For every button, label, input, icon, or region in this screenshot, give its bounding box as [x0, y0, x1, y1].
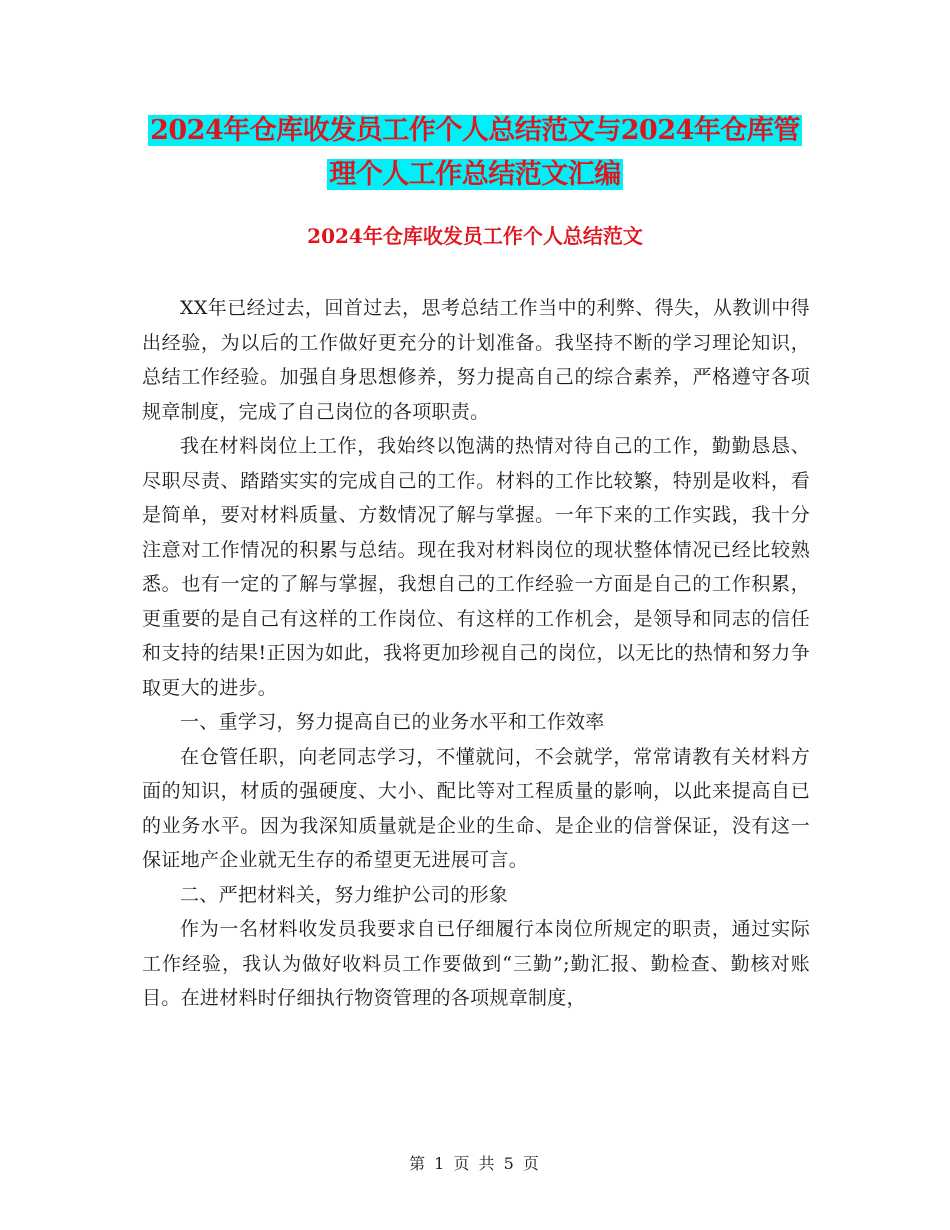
section-title: 2024年仓库收发员工作个人总结范文 [307, 224, 643, 248]
paragraph-learning: 在仓管任职，向老同志学习，不懂就问，不会就学，常常请教有关材料方面的知识，材质的强硬度、大小、配比等对工程质量的影响，以此来提高自已的业务水平。因为我深知质量就是企业的生命、是企业的信誉保证，没有这一保证地产企业就无生存的希望更无进展可言。 [142, 745, 810, 871]
document-body [142, 291, 810, 1016]
title-highlight-2: 理个人工作总结范文汇编 [329, 159, 621, 190]
heading-2: 二、严把材料关，努力维护公司的形象 [180, 883, 509, 906]
document-title-line-1 [0, 111, 950, 151]
page-footer: 第 1 页 共 5 页 [409, 1154, 541, 1173]
heading-1: 一、重学习，努力提高自已的业务水平和工作效率 [180, 711, 605, 733]
document-title-line-2 [0, 155, 950, 195]
paragraph-work: 我在材料岗位上工作，我始终以饱满的热情对待自己的工作，勤勤恳恳、尽职尽责、踏踏实实的完成自己的工作。材料的工作比较繁，特别是收料，看是简单，要对材料质量、方数情况了解与掌握。一年下来的工作实践，我十分注意对工作情况的积累与总结。现在我对材料岗位的现状整体情况已经比较熟悉。也有一定的了解与掌握，我想自己的工作经验一方面是自己的工作积累，更重要的是自己有这样的工作岗位、有这样的工作机会，是领导和同志的信任和支持的结果!正因为如此，我将更加珍视自己的岗位，以无比的热情和努力争取更大的进步。 [142, 435, 810, 699]
paragraph-intro: XX年已经过去，回首过去，思考总结工作当中的利弊、得失，从教训中得出经验，为以后的工作做好更充分的计划准备。我坚持不断的学习理论知识，总结工作经验。加强自身思想修养，努力提高自己的综合素养，严格遵守各项规章制度，完成了自己岗位的各项职责。 [142, 297, 810, 423]
title-highlight-1: 2024年仓库收发员工作个人总结范文与2024年仓库管 [150, 115, 800, 146]
paragraph-materials: 作为一名材料收发员我要求自已仔细履行本岗位所规定的职责，通过实际工作经验，我认为做好收料员工作要做到“三勤”;勤汇报、勤检查、勤核对账目。在进材料时仔细执行物资管理的各项规章制度， [142, 918, 810, 1009]
